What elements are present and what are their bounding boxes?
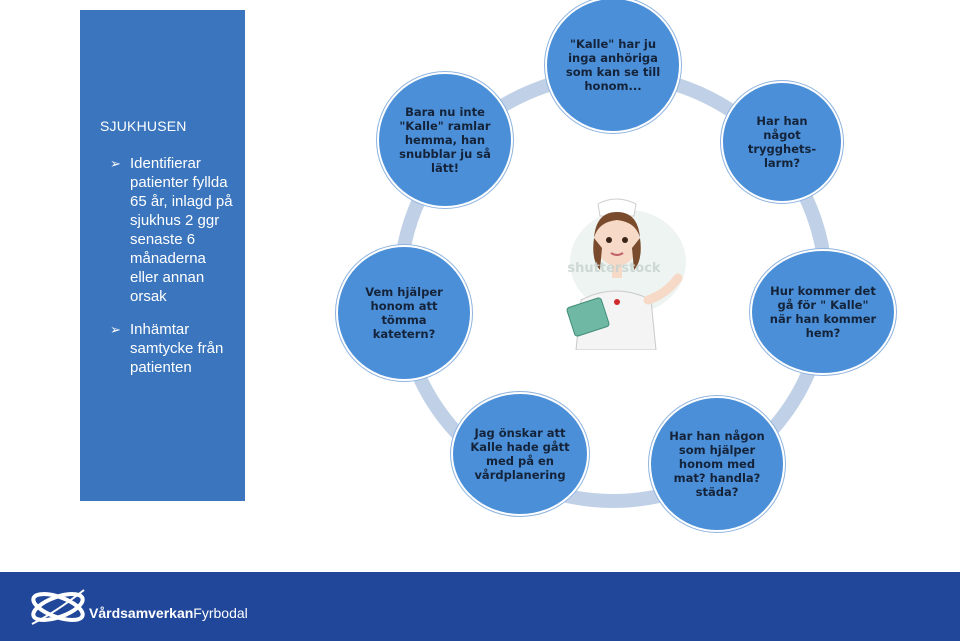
cycle-node-text: Hur kommer det gå för " Kalle" när han kommer hem? (769, 284, 877, 340)
cycle-node (649, 396, 785, 532)
sidebar-item-text: Inhämtar samtycke från patienten (130, 321, 224, 376)
arrow-bullet-icon: ➢ (110, 156, 121, 171)
sidebar-title: SJUKHUSEN (100, 118, 187, 134)
sidebar-list-item (100, 320, 233, 377)
brand-name (89, 605, 248, 621)
sidebar-list-item (100, 154, 233, 306)
cycle-node (377, 72, 513, 208)
cycle-node (545, 0, 681, 133)
brand-name-bold: Vårdsamverkan (89, 605, 194, 621)
sidebar-item-text: Identifierar patienter fyllda 65 år, inlagd på sjukhus 2 ggr senaste 6 månaderna eller annan orsak (130, 155, 233, 305)
cycle-node-text: Jag önskar att Kalle hade gått med på en vårdplanering (470, 426, 570, 482)
arrow-bullet-icon: ➢ (110, 322, 121, 337)
cycle-node-text: Har han någon som hjälper honom med mat? handla? städa? (669, 429, 765, 499)
cycle-node (750, 249, 896, 375)
vardsamverkan-logo-icon (26, 584, 90, 630)
cycle-node (721, 81, 843, 203)
cycle-node-text: Har han något trygghets-larm? (747, 114, 817, 170)
brand-name-light: Fyrbodal (193, 605, 248, 621)
watermark-text: shutterstock (567, 261, 661, 276)
cycle-node-text: "Kalle" har ju inga anhöriga som kan se till honom... (565, 37, 661, 93)
cycle-node (451, 392, 589, 516)
footer-bar (0, 572, 960, 641)
cycle-node (336, 245, 472, 381)
sidebar-panel (80, 10, 245, 501)
cycle-node-text: Bara nu inte "Kalle" ramlar hemma, han snubblar ju så lätt! (399, 105, 491, 175)
cycle-node-text: Vem hjälper honom att tömma katetern? (365, 285, 443, 341)
sidebar-list (100, 154, 233, 377)
nurse-illustration (536, 190, 696, 350)
